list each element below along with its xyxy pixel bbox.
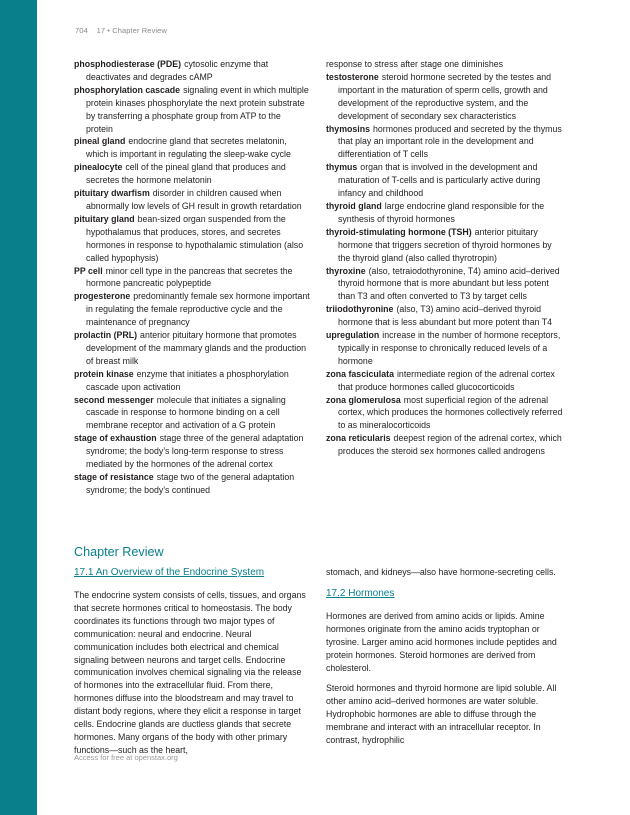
glossary-term: thyroid gland: [326, 200, 382, 211]
footer-access-link[interactable]: Access for free at openstax.org: [74, 753, 178, 762]
section-paragraph-continued: stomach, and kidneys—also have hormone-secreting cells.: [326, 567, 556, 577]
side-color-bar: [0, 0, 37, 815]
chapter-review-title: Chapter Review: [74, 545, 164, 559]
glossary-term: prolactin (PRL): [74, 330, 138, 341]
glossary-term: upregulation: [326, 330, 380, 341]
glossary-term: pineal gland: [74, 136, 126, 147]
glossary-term: triiodothyronine: [326, 304, 394, 315]
review-right-column: [326, 566, 563, 755]
page-number: 704: [75, 26, 88, 35]
glossary-definition: anterior pituitary hormone that promotes development of the mammary glands and the production of breast milk: [86, 330, 307, 366]
glossary-term: pituitary gland: [74, 213, 135, 224]
glossary-term: testosterone: [326, 71, 379, 82]
glossary-definition: (also, T3) amino acid–derived thyroid hormone that is less abundant but more potent than T4: [338, 304, 553, 328]
glossary-entry: [326, 200, 563, 226]
glossary-term: PP cell: [74, 265, 103, 276]
glossary-entry: [74, 368, 310, 394]
review-left-column: [74, 566, 310, 765]
glossary-term: thyroid-stimulating hormone (TSH): [326, 226, 472, 237]
section-heading-17-2[interactable]: 17.2 Hormones: [326, 587, 395, 599]
glossary-definition: molecule that initiates a signaling cascade in response to hormone binding on a cell membrane receptor and activation of a G protein: [86, 394, 286, 431]
glossary-entry: [326, 303, 563, 329]
glossary-entry: [74, 265, 310, 291]
glossary-entry: [74, 161, 310, 187]
glossary-entry: [326, 226, 563, 265]
glossary-definition: bean-sized organ suspended from the hypothalamus that produces, stores, and secretes hormones in response to hypothalamic stimulation (also called hypophysis): [86, 213, 304, 263]
glossary-definition: cytosolic enzyme that deactivates and degrades cAMP: [86, 59, 269, 82]
glossary-entry: [74, 213, 310, 265]
glossary-entry: [326, 329, 563, 368]
page-header: [75, 26, 167, 35]
glossary-entry: [74, 471, 310, 497]
glossary-definition: (also, tetraiodothyronine, T4) amino acid–derived thyroid hormone that is more abundant but less potent than T3 and often converted to T3 by target cells: [338, 265, 560, 302]
glossary-right-column: [326, 58, 563, 458]
section-paragraph: Hormones are derived from amino acids or lipids. Amine hormones originate from the amino acids tryptophan or tyrosine. Larger amino acid hormones include peptides and protein hormones. Steroid hormones are derived from cholesterol.: [326, 610, 557, 673]
glossary-definition: enzyme that initiates a phosphorylation cascade upon activation: [86, 368, 289, 392]
glossary-definition: large endocrine gland responsible for the synthesis of thyroid hormones: [338, 200, 545, 224]
glossary-entry: [326, 123, 563, 162]
glossary-definition: most superficial region of the adrenal cortex, which produces the hormones collectively referred to as mineralocorticoids: [338, 394, 563, 431]
glossary-definition: predominantly female sex hormone important in regulating the female reproductive cycle and the maintenance of pregnancy: [86, 291, 310, 328]
glossary-definition: minor cell type in the pancreas that secretes the hormone pancreatic polypeptide: [86, 265, 293, 289]
glossary-term: zona reticularis: [326, 433, 391, 444]
glossary-definition: stage three of the general adaptation syndrome; the body’s long-term response to stress mediated by the hormones of the adrenal cortex: [86, 433, 304, 470]
glossary-entry: [326, 58, 563, 71]
glossary-term: second messenger: [74, 394, 154, 405]
glossary-term: progesterone: [74, 291, 131, 302]
glossary-definition: stage two of the general adaptation syndrome; the body’s continued: [86, 472, 295, 495]
chapter-label: 17 • Chapter Review: [96, 26, 167, 35]
glossary-term: pituitary dwarfism: [74, 188, 150, 199]
glossary-term: thyroxine: [326, 265, 366, 276]
glossary-term: stage of resistance: [74, 472, 154, 482]
glossary-entry: [326, 161, 563, 200]
glossary-entry: [74, 329, 310, 368]
glossary-entry: [74, 58, 310, 84]
glossary-definition: signaling event in which multiple protein kinases phosphorylate the next protein substrate by transferring a phosphate group from ATP to the protein: [86, 84, 309, 134]
glossary-definition: cell of the pineal gland that produces and secretes the hormone melatonin: [86, 162, 286, 186]
glossary-definition: increase in the number of hormone receptors, typically in response to chronically reduced levels of a hormone: [338, 330, 561, 366]
glossary-entry: [74, 290, 310, 329]
glossary-entry: [326, 368, 563, 394]
glossary-entry: [74, 432, 310, 471]
glossary-term: phosphodiesterase (PDE): [74, 59, 182, 69]
glossary-entry: [74, 394, 310, 433]
glossary-definition: steroid hormone secreted by the testes and important in the maturation of sperm cells, growth and development of the reproductive system, and the development of secondary sex characteristics: [338, 71, 551, 121]
glossary-definition: deepest region of the adrenal cortex, which produces the steroid sex hormones called androgens: [338, 433, 562, 457]
glossary-term: zona glomerulosa: [326, 394, 401, 405]
glossary-term: thymosins: [326, 123, 370, 134]
glossary-term: phosphorylation cascade: [74, 84, 181, 95]
glossary-definition: disorder in children caused when abnormally low levels of GH result in growth retardation: [86, 188, 302, 211]
glossary-entry: [74, 135, 310, 161]
glossary-entry: [74, 187, 310, 213]
section-paragraph: The endocrine system consists of cells, tissues, and organs that secrete hormones critical to homeostasis. The body coordinates its functions through two major types of communication: neural and endocrine. Neural communication includes both electrical and chemical signaling between neurons and target cells. Endocrine communication involves chemical signaling via the release of hormones into the extracellular fluid. From there, hormones diffuse into the bloodstream and may travel to distant body regions, where they elicit a response in target cells. Endocrine glands are ductless glands that secrete hormones. Many organs of the body with other primary functions—such as the heart,: [74, 590, 306, 755]
glossary-definition: intermediate region of the adrenal cortex that produce hormones called glucocorticoids: [338, 368, 555, 392]
glossary-entry: [326, 265, 563, 304]
glossary-term: thymus: [326, 162, 358, 173]
glossary-definition: organ that is involved in the development and maturation of T-cells and is particularly active during infancy and childhood: [338, 162, 541, 199]
glossary-left-column: [74, 58, 310, 497]
glossary-definition: hormones produced and secreted by the thymus that play an important role in the development and differentiation of T cells: [338, 123, 562, 160]
glossary-term: zona fasciculata: [326, 368, 394, 379]
glossary-term: protein kinase: [74, 368, 134, 379]
glossary-entry: [326, 394, 563, 433]
glossary-entry: [326, 71, 563, 123]
section-heading-17-1[interactable]: 17.1 An Overview of the Endocrine System: [74, 567, 265, 578]
glossary-term: pinealocyte: [74, 162, 123, 173]
glossary-term: stage of exhaustion: [74, 433, 157, 444]
glossary-definition: anterior pituitary hormone that triggers secretion of thyroid hormones by the thyroid gland (also called thyrotropin): [338, 226, 552, 263]
glossary-entry: [74, 84, 310, 136]
glossary-entry: [326, 432, 563, 458]
glossary-definition: endocrine gland that secretes melatonin, which is important in regulating the sleep-wake cycle: [86, 136, 291, 160]
glossary-definition: response to stress after stage one diminishes: [326, 59, 504, 69]
section-paragraph: Steroid hormones and thyroid hormone are lipid soluble. All other amino acid–derived hormones are water soluble. Hydrophobic hormones are able to diffuse through the membrane and interact with an intracellular receptor. In contrast, hydrophilic: [326, 683, 557, 746]
